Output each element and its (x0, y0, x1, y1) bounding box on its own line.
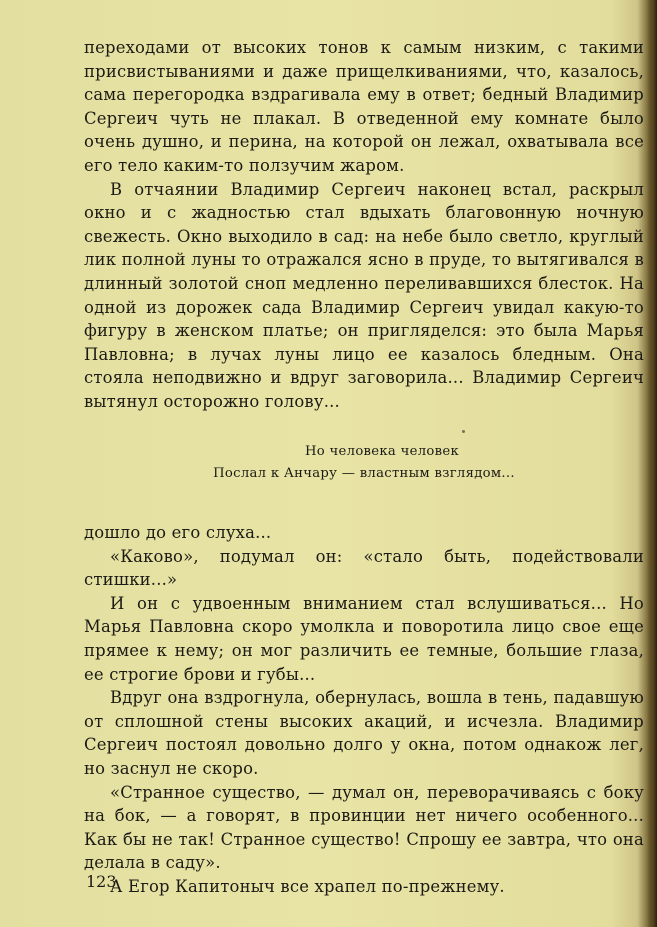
verse-quote (84, 441, 644, 485)
bottom-text-block (84, 521, 644, 899)
paragraph-vanished: Вдруг она вздрогнула, обернулась, вошла в тень, падавшую от сплошной стены высоких акаций, и исчезла. Владимир Сергеич постоял довольно долго у окна, потом однакож лег, но заснул не скоро. (84, 688, 644, 778)
paragraph-continuation: переходами от высоких тонов к самым низким, с такими присвистываниями и даже прищелкиваниями, что, казалось, сама перегородка вздрагивала ему в ответ; бедный Владимир Сергеич чуть не плакал. В отведенной ему комнате было очень душно, и перина, на которой он лежал, охватывала все его тело каким-то ползучим жаром. (84, 38, 644, 175)
page-number: 123 (86, 872, 117, 891)
verse-line-1: Но человека человек (304, 444, 459, 459)
paragraph-snoring: А Егор Капитоныч все храпел по-прежнему. (110, 876, 505, 896)
paragraph-heard: дошло до его слуха... (84, 523, 272, 542)
top-text-block (84, 36, 644, 414)
verse-line-2: Послал к Анчару — властным взглядом... (213, 466, 515, 481)
paper-speck (462, 430, 465, 433)
book-spine-shadow (647, 0, 657, 927)
paragraph-thought: «Каково», подумал он: «стало быть, подействовали стишки...» (84, 546, 644, 590)
paragraph-window: В отчаянии Владимир Сергеич наконец встал, раскрыл окно и с жадностью стал вдыхать благовонную ночную свежесть. Окно выходило в сад: на небе было светло, круглый лик полной луны то отражался ясно в пруде, то вытягивался в длинный золотой сноп медленно переливавшихся блесток. На одной из дорожек сада Владимир Сергеич увидал какую-то фигуру в женском платье; он пригляделся: это была Марья Павловна; в лучах луны лицо ее казалось бледным. Она стояла неподвижно и вдруг заговорила... Владимир Сергеич вытянул осторожно голову... (84, 179, 644, 411)
paragraph-strange-creature: «Странное существо, — думал он, переворачиваясь с боку на бок, — а говорят, в провинции нет ничего особенного... Как бы не так! Странное существо! Спрошу ее завтра, что она делала в саду». (84, 782, 644, 873)
paragraph-listening: И он с удвоенным вниманием стал вслушиваться... Но Марья Павловна скоро умолкла и поворотила лицо свое еще прямее к нему; он мог различить ее темные, большие глаза, ее строгие брови и губы... (84, 593, 644, 684)
